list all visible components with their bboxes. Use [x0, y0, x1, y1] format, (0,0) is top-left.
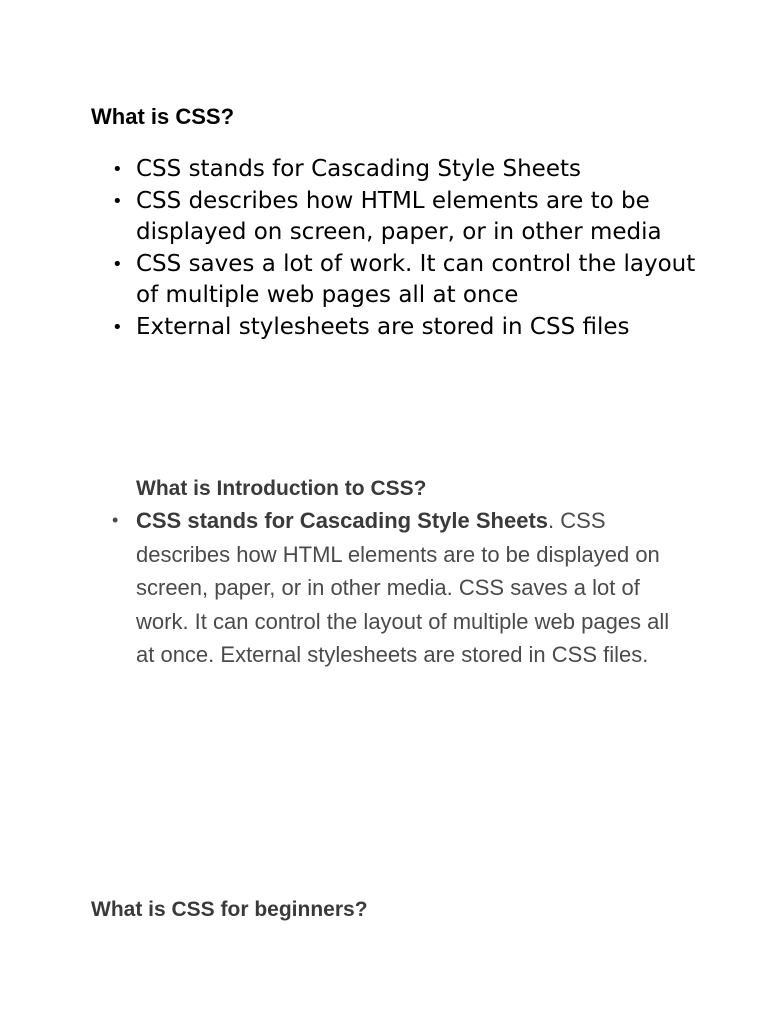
list-item [104, 504, 684, 672]
bullet-icon: • [112, 253, 123, 275]
list-item-text: . CSS describes how HTML elements are to be displayed on screen, paper, or in other media. CSS saves a lot of work. It can control the layout of multiple web pages all at once. External stylesheets are stored in CSS files. [136, 508, 670, 667]
bullet-icon: • [112, 316, 123, 338]
list-item [104, 186, 704, 249]
list-item [104, 154, 704, 186]
list-item-bold-text: CSS stands for Cascading Style Sheets [136, 508, 549, 533]
introduction-list [104, 504, 684, 672]
bullet-icon: • [112, 190, 123, 212]
heading-what-is-css: What is CSS? [91, 104, 235, 129]
bullet-icon: • [112, 159, 123, 180]
list-item-text: External stylesheets are stored in CSS files [136, 313, 630, 340]
heading-css-for-beginners: What is CSS for beginners? [91, 898, 368, 921]
list-item-text: CSS saves a lot of work. It can control the layout of multiple web pages all at once [136, 250, 696, 308]
list-item [104, 249, 704, 312]
what-is-css-list [104, 154, 704, 343]
list-item-text: CSS stands for Cascading Style Sheets [136, 156, 581, 182]
bullet-icon: • [112, 510, 119, 530]
list-item-text: CSS describes how HTML elements are to be displayed on screen, paper, or in other media [136, 187, 662, 245]
heading-introduction-to-css: What is Introduction to CSS? [136, 477, 427, 500]
list-item [104, 312, 704, 344]
